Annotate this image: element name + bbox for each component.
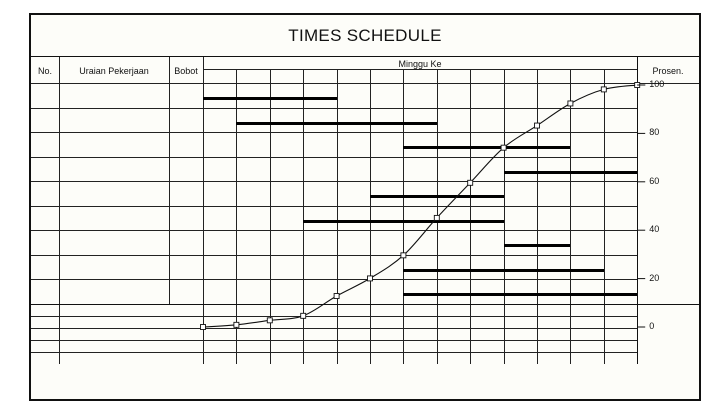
curve-point: [434, 215, 439, 220]
header-minggu: Minggu Ke: [398, 59, 442, 69]
percent-label: 20: [649, 272, 660, 283]
curve-point: [201, 325, 206, 330]
curve-point: [334, 294, 339, 299]
percent-label: 100: [649, 79, 665, 89]
curve-point: [267, 318, 272, 323]
curve-point: [468, 180, 473, 185]
curve-point: [368, 276, 373, 281]
curve-point: [301, 313, 306, 318]
header-no: No.: [37, 66, 52, 76]
header-uraian: Uraian Pekerjaan: [79, 66, 149, 76]
curve-point: [535, 123, 540, 128]
curve-point: [568, 101, 573, 106]
curve-point: [601, 87, 606, 92]
curve-point: [234, 322, 239, 327]
percent-label: 80: [649, 127, 660, 138]
percent-label: 60: [649, 175, 660, 186]
cumulative-curve: [203, 85, 637, 327]
curve-point: [401, 253, 406, 258]
page-title: TIMES SCHEDULE: [31, 15, 699, 57]
percent-label: 40: [649, 224, 660, 235]
curve-point: [501, 145, 506, 150]
percent-label: 0: [649, 321, 655, 331]
header-bobot: Bobot: [174, 66, 198, 76]
header-prosen: Prosen.: [652, 66, 684, 76]
